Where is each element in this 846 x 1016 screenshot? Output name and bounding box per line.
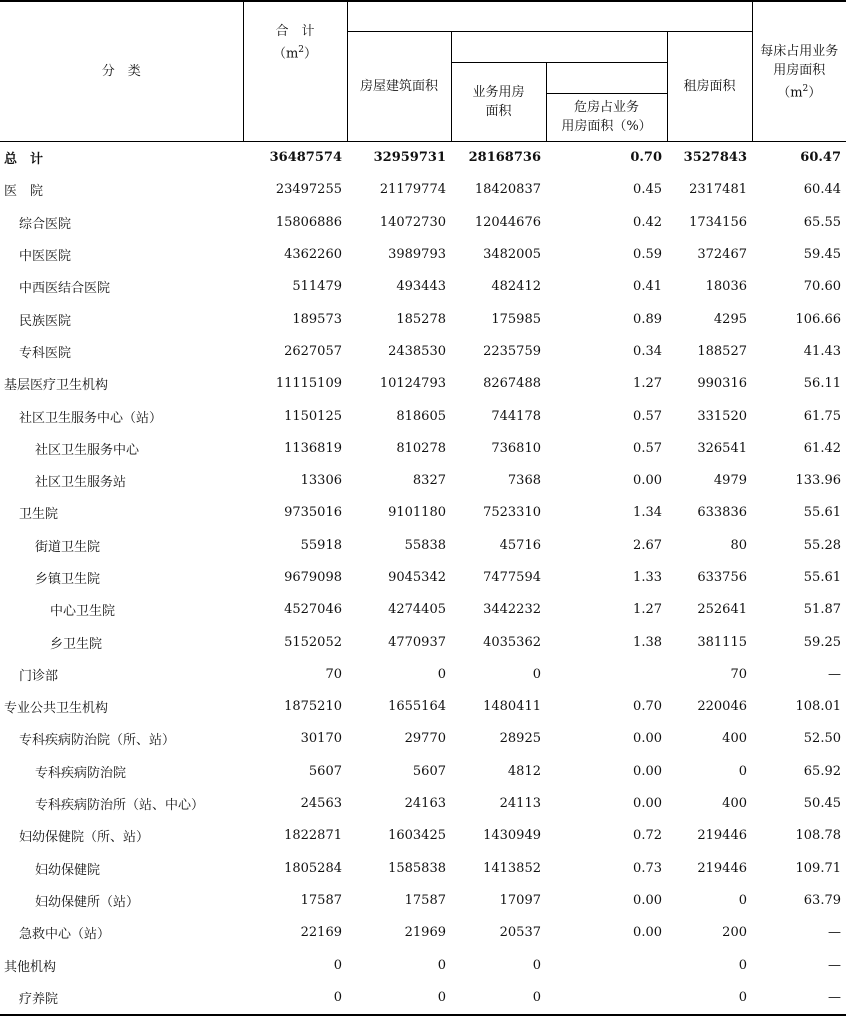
header-total-line1: 合 计 — [275, 24, 315, 39]
table-row — [0, 464, 846, 496]
cell-rental: 0 — [738, 763, 747, 779]
cell-building: 185278 — [396, 311, 446, 327]
cell-rental: 252641 — [697, 602, 747, 618]
cell-business: 0 — [532, 957, 541, 973]
row-category-name: 疗养院 — [0, 981, 243, 1014]
cell-per-bed: 55.28 — [803, 537, 841, 553]
cell-dangerous: 1.27 — [633, 602, 662, 618]
cell-dangerous: 1.34 — [633, 505, 662, 521]
cell-building: 1655164 — [388, 699, 446, 715]
cell-per-bed: 109.71 — [795, 860, 841, 876]
cell-dangerous: 0.70 — [633, 699, 662, 715]
cell-total: 0 — [243, 981, 347, 1014]
cell-per-bed: 55.61 — [803, 570, 841, 585]
cell-total: 9735016 — [284, 505, 342, 521]
cell-building: 21969 — [404, 925, 446, 941]
row-category-name: 门诊部 — [19, 668, 59, 684]
row-category-name: 中心卫生院 — [50, 604, 116, 620]
row-category-name: 卫生院 — [19, 507, 59, 523]
row-category-name: 综合医院 — [19, 216, 72, 232]
cell-building: 1603425 — [388, 828, 446, 844]
row-category-name: 急救中心（站） — [19, 927, 111, 943]
row-category-name: 基层医疗卫生机构 — [4, 378, 109, 394]
cell-rental: 200 — [722, 925, 747, 941]
cell-rental: 0 — [738, 892, 747, 908]
table-row — [0, 884, 846, 916]
cell-business: 0 — [451, 981, 546, 1014]
cell-dangerous: 0.89 — [633, 311, 662, 327]
table-row — [0, 852, 846, 884]
cell-dangerous: 0.00 — [633, 925, 662, 941]
cell-building: 9101180 — [388, 505, 446, 521]
cell-rental: 80 — [730, 537, 747, 553]
cell-rental: 400 — [722, 796, 747, 812]
row-category-name: 乡镇卫生院 — [35, 572, 101, 587]
row-category-name: 总 计 — [4, 152, 44, 168]
cell-total: 1875210 — [284, 699, 342, 715]
header-building-area: 房屋建筑面积 — [347, 31, 451, 141]
cell-total: 36487574 — [269, 150, 342, 166]
row-category-name: 乡卫生院 — [50, 636, 103, 652]
cell-business: 175985 — [491, 311, 541, 327]
table-row — [0, 400, 846, 432]
table-row — [0, 368, 846, 400]
cell-dangerous: 0.42 — [633, 214, 662, 230]
cell-dangerous: 1.33 — [633, 570, 662, 585]
cell-building: 493443 — [396, 279, 446, 295]
row-category-name: 医 院 — [4, 184, 44, 200]
row-category-name: 妇幼保健所（站） — [35, 894, 140, 910]
cell-business: 28168736 — [468, 150, 541, 166]
cell-building: 818605 — [396, 408, 446, 424]
cell-rental: 18036 — [705, 279, 747, 295]
cell-business: 3482005 — [483, 247, 541, 263]
row-category-name: 专科疾病防治院（所、站） — [19, 733, 176, 749]
cell-building: 17587 — [404, 892, 446, 908]
table-row — [0, 949, 846, 981]
cell-building: 1585838 — [388, 860, 446, 876]
table-row — [0, 981, 846, 1014]
cell-building: 24163 — [404, 796, 446, 812]
row-category-name: 民族医院 — [19, 313, 72, 329]
header-top-blank — [347, 1, 752, 31]
table-row — [0, 206, 846, 238]
cell-dangerous: 1.38 — [633, 634, 662, 650]
table-row — [0, 497, 846, 529]
row-category-name: 街道卫生院 — [35, 539, 101, 555]
header-per-bed-line2: 用房面积 — [773, 63, 826, 78]
header-per-bed-unit: $(m^2)$ — [777, 84, 822, 101]
cell-total: 511479 — [292, 279, 342, 295]
cell-per-bed: 50.45 — [803, 796, 841, 812]
cell-per-bed: 108.78 — [795, 828, 841, 844]
cell-business: 736810 — [491, 440, 541, 456]
cell-dangerous: 0.00 — [633, 892, 662, 908]
cell-total: 5607 — [308, 763, 342, 779]
cell-rental: 4295 — [713, 311, 747, 327]
table-row — [0, 561, 846, 593]
cell-business: 482412 — [491, 279, 541, 295]
cell-business: 8267488 — [483, 376, 541, 392]
table-row — [0, 303, 846, 335]
cell-building: 55838 — [404, 537, 446, 553]
cell-business: 4812 — [507, 763, 541, 779]
cell-building: 0 — [437, 957, 446, 973]
cell-building: 4770937 — [388, 634, 446, 650]
cell-total: 11115109 — [275, 376, 342, 392]
cell-total: 23497255 — [275, 182, 342, 198]
cell-business: 1480411 — [483, 699, 541, 715]
cell-total: 17587 — [300, 892, 342, 908]
cell-total: 1136819 — [284, 440, 342, 456]
row-category-name: 社区卫生服务中心（站） — [19, 410, 163, 426]
cell-total: 1150125 — [284, 408, 342, 424]
cell-rental: 3527843 — [683, 150, 747, 166]
cell-business: 7523310 — [483, 505, 541, 521]
cell-rental: 990316 — [697, 376, 747, 392]
cell-total: 1805284 — [284, 860, 342, 876]
row-category-name: 专科疾病防治院 — [35, 765, 127, 781]
cell-dangerous: 0.57 — [633, 408, 662, 424]
cell-business: 7368 — [507, 473, 541, 489]
cell-building: 0 — [437, 666, 446, 682]
cell-business: 45716 — [499, 537, 541, 553]
header-total-unit: $(m^2)$ — [272, 45, 318, 62]
table-row — [0, 174, 846, 206]
cell-building: 0 — [347, 981, 451, 1014]
cell-per-bed: 56.11 — [803, 376, 841, 392]
cell-dangerous: 2.67 — [633, 537, 662, 553]
cell-per-bed: 70.60 — [803, 279, 841, 295]
header-dangerous-blank — [546, 62, 667, 93]
cell-total: 15806886 — [275, 214, 342, 230]
header-rental-area: 租房面积 — [667, 31, 752, 141]
cell-total: 189573 — [292, 311, 342, 327]
cell-per-bed: 41.43 — [803, 343, 841, 359]
row-category-name: 中西医结合医院 — [19, 281, 111, 297]
header-business-blank — [451, 31, 667, 62]
cell-business: 12044676 — [474, 214, 541, 230]
cell-rental: 633836 — [697, 505, 747, 521]
cell-dangerous: 0.00 — [633, 763, 662, 779]
header-per-bed — [752, 1, 846, 141]
cell-total: 24563 — [300, 796, 342, 812]
cell-per-bed: — — [828, 666, 841, 682]
table-row — [0, 723, 846, 755]
cell-business: 2235759 — [483, 343, 541, 359]
cell-total: 5152052 — [284, 634, 342, 650]
cell-per-bed: 52.50 — [803, 731, 841, 747]
cell-building: 4274405 — [388, 602, 446, 618]
cell-per-bed: 59.25 — [803, 634, 841, 650]
cell-rental: 220046 — [697, 699, 747, 715]
cell-dangerous: 0.41 — [633, 279, 662, 295]
cell-business: 17097 — [499, 892, 541, 908]
cell-dangerous: 0.00 — [633, 473, 662, 489]
table-row — [0, 529, 846, 561]
header-category — [0, 1, 243, 141]
cell-per-bed: — — [828, 925, 841, 941]
cell-total: 0 — [333, 957, 342, 973]
cell-rental: 381115 — [697, 634, 747, 650]
table-row — [0, 787, 846, 819]
cell-per-bed: 61.75 — [803, 408, 841, 424]
cell-total: 22169 — [300, 925, 342, 941]
table-header — [0, 1, 846, 141]
cell-dangerous: 0.00 — [633, 731, 662, 747]
row-category-name: 中医医院 — [19, 249, 72, 265]
cell-building: 32959731 — [373, 150, 446, 166]
table-row — [0, 658, 846, 690]
cell-per-bed: 65.55 — [803, 214, 841, 230]
cell-total: 30170 — [300, 731, 342, 747]
cell-business: 28925 — [499, 731, 541, 747]
cell-per-bed: 65.92 — [803, 763, 841, 779]
header-business-area: 业务用房 面积 — [451, 62, 546, 141]
header-per-bed-line1: 每床占用业务 — [760, 44, 839, 59]
row-category-name: 妇幼保健院 — [35, 862, 101, 878]
cell-total: 4362260 — [284, 247, 342, 263]
cell-business: 3442232 — [483, 602, 541, 618]
cell-total: 2627057 — [284, 343, 342, 359]
cell-total: 1822871 — [284, 828, 342, 844]
table-row — [0, 626, 846, 658]
table-row — [0, 917, 846, 949]
cell-total: 55918 — [300, 537, 342, 553]
cell-rental: 0 — [738, 957, 747, 973]
cell-building: 8327 — [412, 473, 446, 489]
cell-per-bed: 61.42 — [803, 440, 841, 456]
cell-rental: 633756 — [697, 570, 747, 585]
table-row — [0, 238, 846, 270]
cell-rental: 331520 — [697, 408, 747, 424]
cell-building: 10124793 — [379, 376, 446, 392]
cell-building: 29770 — [404, 731, 446, 747]
cell-dangerous: 1.27 — [633, 376, 662, 392]
cell-building: 3989793 — [388, 247, 446, 263]
cell-per-bed: 63.79 — [803, 892, 841, 908]
cell-rental: 0 — [667, 981, 752, 1014]
cell-per-bed: 59.45 — [803, 247, 841, 263]
cell-total: 70 — [325, 666, 342, 682]
table-row — [0, 594, 846, 626]
cell-building: 810278 — [396, 440, 446, 456]
table-row — [0, 755, 846, 787]
cell-building: 5607 — [412, 763, 446, 779]
cell-dangerous: 0.45 — [633, 182, 662, 198]
table-row — [0, 141, 846, 174]
cell-business: 20537 — [499, 925, 541, 941]
cell-rental: 70 — [730, 666, 747, 682]
cell-rental: 326541 — [697, 440, 747, 456]
cell-rental: 1734156 — [689, 214, 747, 230]
header-dangerous-pct: 危房占业务 用房面积（%） — [546, 93, 667, 141]
cell-business: 24113 — [499, 796, 541, 812]
row-category-name: 妇幼保健院（所、站） — [19, 830, 150, 846]
cell-dangerous: 0.34 — [633, 343, 662, 359]
cell-dangerous: 0.73 — [633, 860, 662, 876]
cell-dangerous: 0.70 — [630, 150, 662, 166]
cell-dangerous: 0.59 — [633, 247, 662, 263]
cell-building: 9045342 — [388, 570, 446, 585]
cell-business: 0 — [532, 666, 541, 682]
cell-per-bed: 106.66 — [795, 311, 841, 327]
cell-rental: 219446 — [697, 860, 747, 876]
cell-total: 9679098 — [284, 570, 342, 585]
header-total — [243, 1, 347, 141]
row-category-name: 社区卫生服务站 — [35, 475, 127, 491]
cell-business: 4035362 — [483, 634, 541, 650]
row-category-name: 专科疾病防治所（站、中心） — [35, 798, 205, 814]
cell-business: 18420837 — [474, 182, 541, 198]
cell-rental: 372467 — [697, 247, 747, 263]
cell-per-bed: — — [828, 957, 841, 973]
cell-business: 7477594 — [483, 570, 541, 585]
row-category-name: 社区卫生服务中心 — [35, 442, 140, 458]
cell-per-bed: 60.47 — [800, 150, 841, 166]
cell-business: 1430949 — [483, 828, 541, 844]
cell-rental: 188527 — [697, 343, 747, 359]
table-body — [0, 141, 846, 1015]
cell-total: 13306 — [300, 473, 342, 489]
row-category-name: 其他机构 — [4, 959, 57, 975]
cell-rental: 400 — [722, 731, 747, 747]
row-category-name: 专业公共卫生机构 — [4, 701, 109, 717]
cell-dangerous: 0.72 — [633, 828, 662, 844]
cell-per-bed: — — [752, 981, 846, 1014]
cell-per-bed: 133.96 — [795, 473, 841, 489]
cell-dangerous — [546, 658, 667, 690]
table-row — [0, 432, 846, 464]
cell-rental: 2317481 — [689, 182, 747, 198]
row-category-name: 专科医院 — [19, 345, 72, 361]
cell-dangerous: 0.57 — [633, 440, 662, 456]
cell-dangerous: 0.00 — [633, 796, 662, 812]
table-row — [0, 820, 846, 852]
cell-dangerous — [546, 949, 667, 981]
cell-business: 1413852 — [483, 860, 541, 876]
cell-building: 2438530 — [388, 343, 446, 359]
cell-dangerous — [546, 981, 667, 1014]
cell-building: 14072730 — [379, 214, 446, 230]
cell-per-bed: 51.87 — [803, 602, 841, 618]
cell-building: 21179774 — [379, 182, 446, 198]
cell-total: 4527046 — [284, 602, 342, 618]
table-row — [0, 271, 846, 303]
cell-rental: 4979 — [713, 473, 747, 489]
table-row — [0, 335, 846, 367]
table-row — [0, 691, 846, 723]
cell-per-bed: 108.01 — [795, 699, 841, 715]
cell-business: 744178 — [491, 408, 541, 424]
cell-per-bed: 60.44 — [803, 182, 841, 198]
header-category-label: 分 类 — [101, 63, 141, 79]
cell-rental: 219446 — [697, 828, 747, 844]
cell-per-bed: 55.61 — [803, 505, 841, 521]
